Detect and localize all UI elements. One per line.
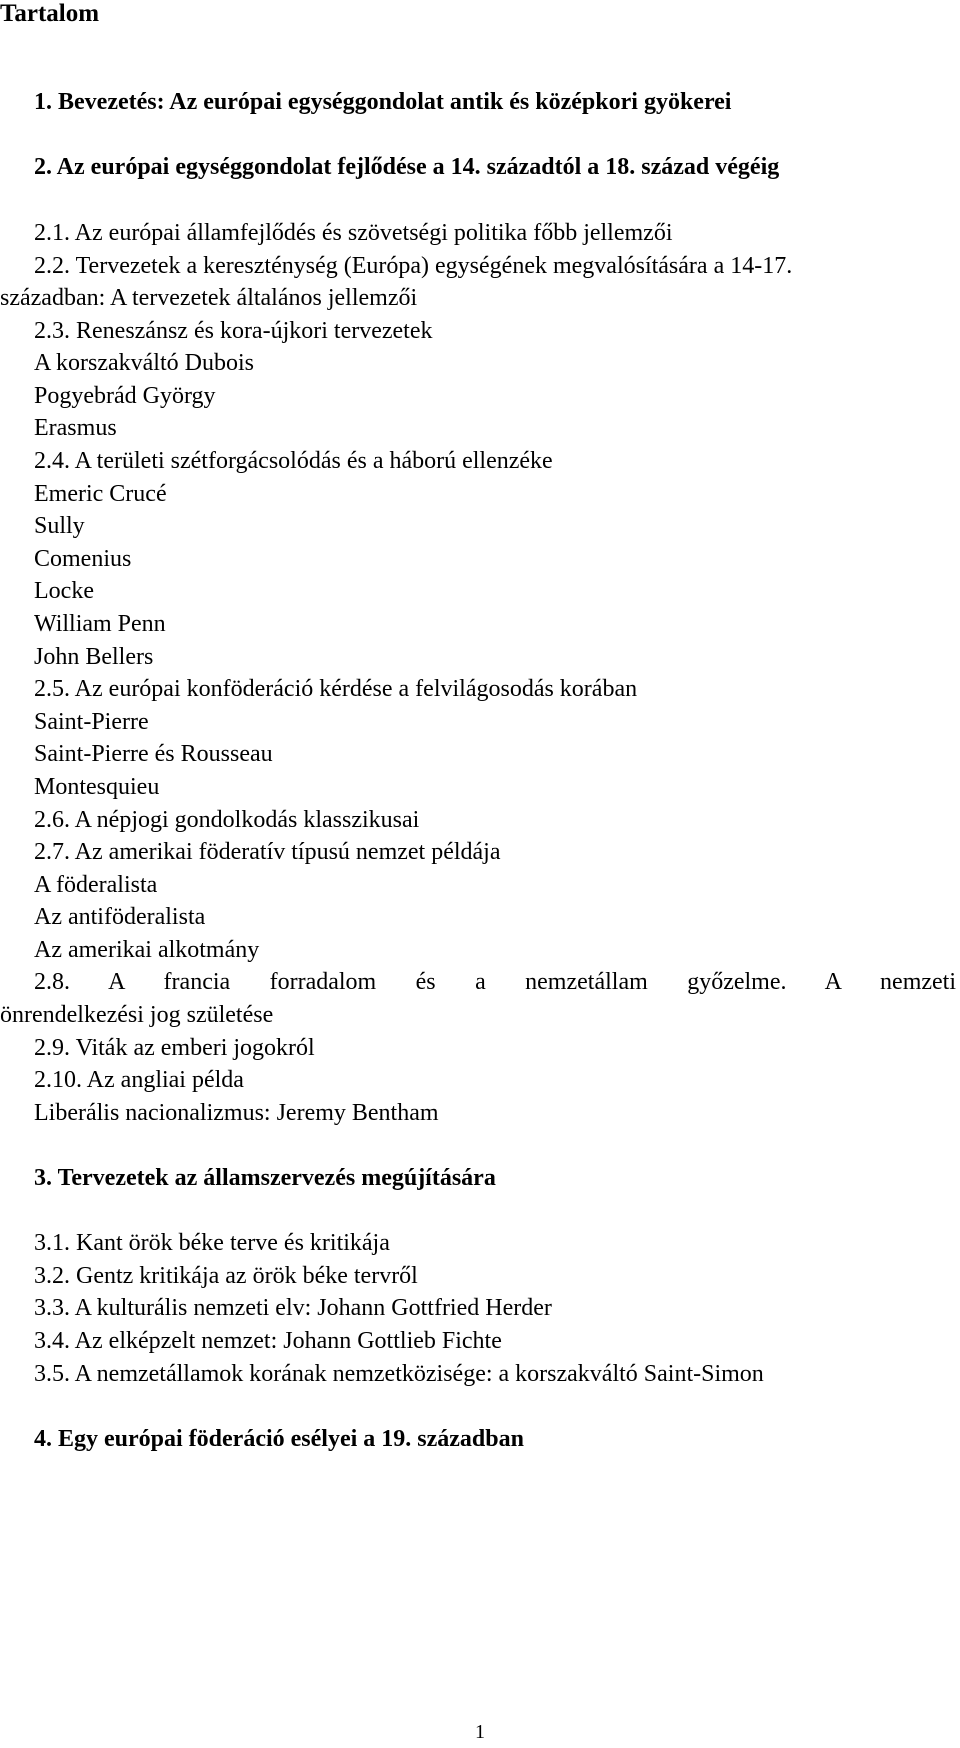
page-number: 1 (475, 1721, 485, 1743)
toc-item-pogyebrad: Pogyebrád György (34, 383, 216, 409)
toc-section-2-8-continuation: önrendelkezési jog születése (0, 1002, 274, 1028)
toc-section-2-2-continuation: században: A tervezetek általános jellemzői (0, 285, 418, 311)
toc-section-2-5: 2.5. Az európai konföderáció kérdése a felvilágosodás korában (34, 676, 638, 702)
toc-chapter-2: 2. Az európai egységgondolat fejlődése a 14. századtól a 18. század végéig (34, 154, 780, 180)
toc-item-cruce: Emeric Crucé (34, 481, 167, 507)
toc-section-3-3: 3.3. A kulturális nemzeti elv: Johann Gottfried Herder (34, 1295, 552, 1321)
toc-item-bellers: John Bellers (34, 644, 154, 670)
toc-section-3-4: 3.4. Az elképzelt nemzet: Johann Gottlieb Fichte (34, 1328, 502, 1354)
toc-item-saint-pierre: Saint-Pierre (34, 709, 149, 735)
toc-section-2-2: 2.2. Tervezetek a kereszténység (Európa) egységének megvalósítására a 14-17. (34, 253, 793, 279)
toc-item-foderalista: A föderalista (34, 872, 158, 898)
toc-section-2-7: 2.7. Az amerikai föderatív típusú nemzet példája (34, 839, 501, 865)
toc-item-montesquieu: Montesquieu (34, 774, 160, 800)
toc-item-erasmus: Erasmus (34, 415, 117, 441)
toc-item-alkotmany: Az amerikai alkotmány (34, 937, 260, 963)
toc-section-2-1: 2.1. Az európai államfejlődés és szövetségi politika főbb jellemzői (34, 220, 673, 246)
toc-section-3-2: 3.2. Gentz kritikája az örök béke tervről (34, 1263, 418, 1289)
toc-section-2-10: 2.10. Az angliai példa (34, 1067, 244, 1093)
toc-section-2-8: 2.8. A francia forradalom és a nemzetállam győzelme. A nemzeti (34, 969, 956, 995)
toc-chapter-1: 1. Bevezetés: Az európai egységgondolat antik és középkori gyökerei (34, 89, 732, 115)
toc-section-2-4: 2.4. A területi szétforgácsolódás és a háború ellenzéke (34, 448, 553, 474)
toc-item-antifoderalista: Az antiföderalista (34, 904, 206, 930)
toc-item-sully: Sully (34, 513, 85, 539)
toc-section-3-1: 3.1. Kant örök béke terve és kritikája (34, 1230, 390, 1256)
toc-section-2-3: 2.3. Reneszánsz és kora-újkori tervezetek (34, 318, 433, 344)
toc-item-locke: Locke (34, 578, 94, 604)
toc-item-bentham: Liberális nacionalizmus: Jeremy Bentham (34, 1100, 439, 1126)
toc-section-2-6: 2.6. A népjogi gondolkodás klasszikusai (34, 807, 420, 833)
toc-item-dubois: A korszakváltó Dubois (34, 350, 254, 376)
toc-section-3-5: 3.5. A nemzetállamok korának nemzetközisége: a korszakváltó Saint-Simon (34, 1361, 764, 1387)
page-title: Tartalom (0, 0, 100, 27)
toc-item-comenius: Comenius (34, 546, 132, 572)
toc-section-2-9: 2.9. Viták az emberi jogokról (34, 1035, 315, 1061)
toc-chapter-4: 4. Egy európai föderáció esélyei a 19. században (34, 1426, 524, 1452)
toc-chapter-3: 3. Tervezetek az államszervezés megújítására (34, 1165, 496, 1191)
toc-item-penn: William Penn (34, 611, 166, 637)
toc-item-saint-pierre-rousseau: Saint-Pierre és Rousseau (34, 741, 273, 767)
